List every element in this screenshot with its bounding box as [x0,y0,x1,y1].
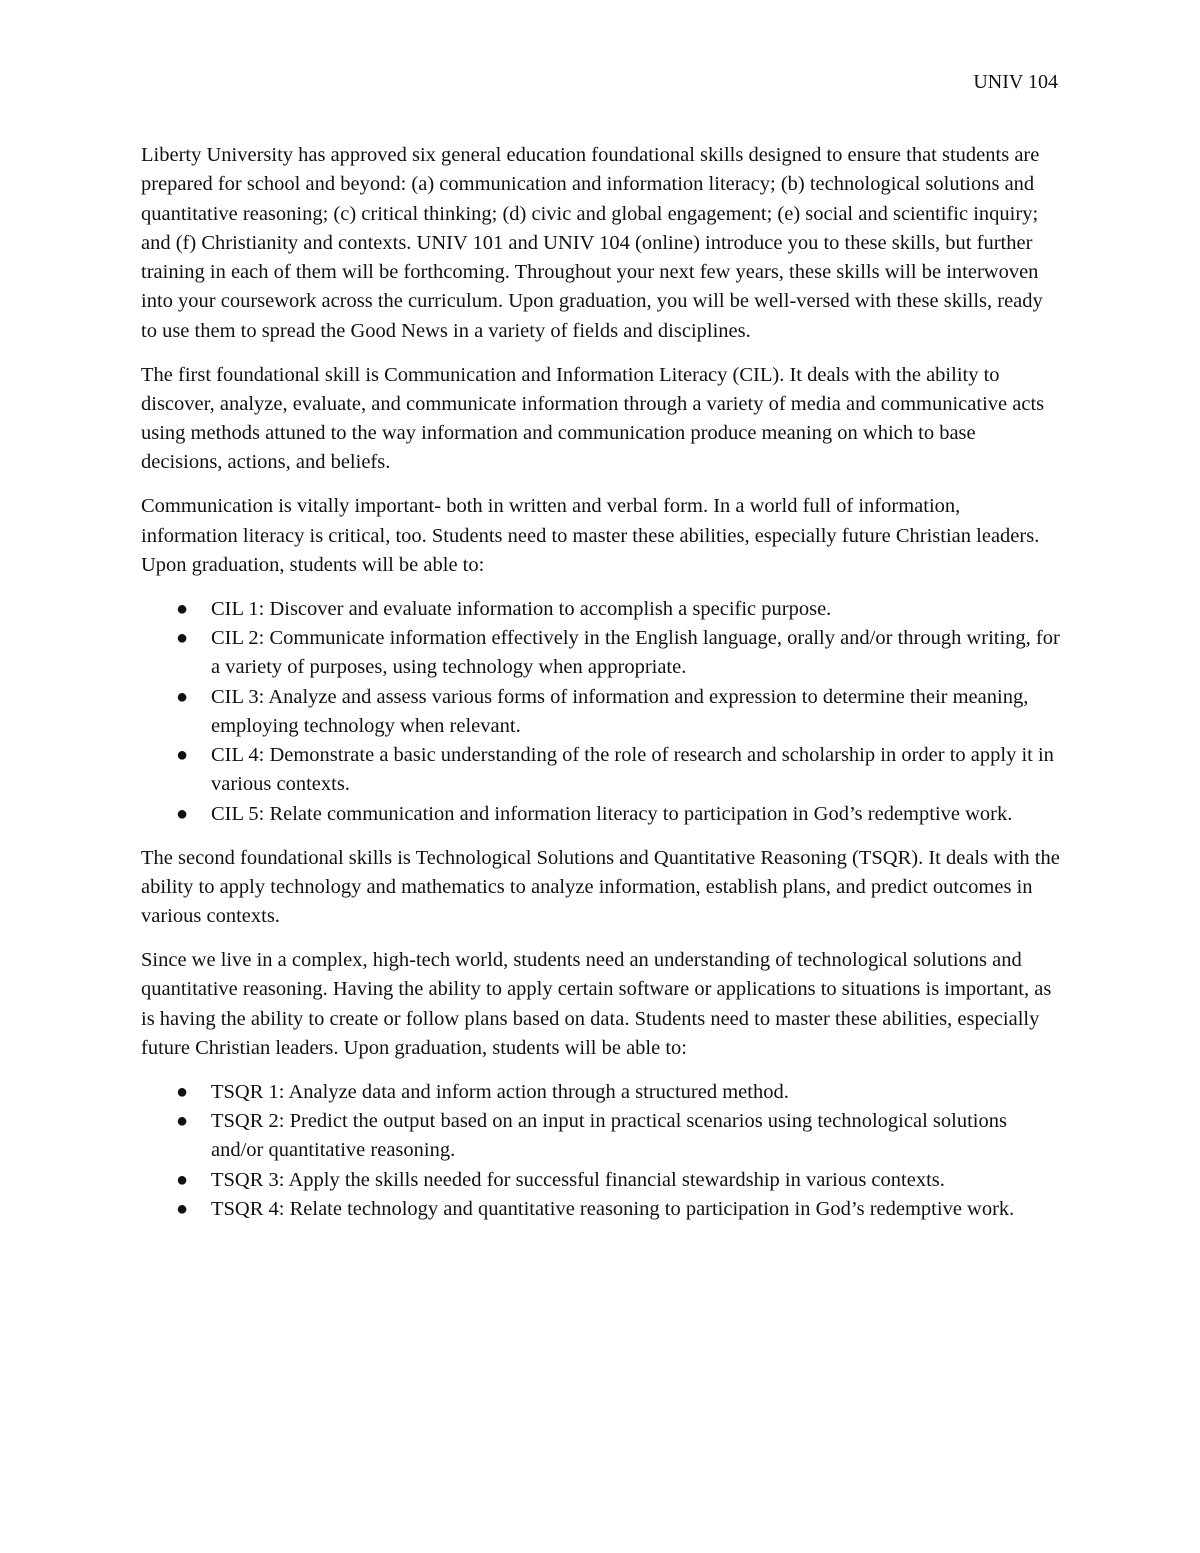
list-item-text: CIL 2: Communicate information effectively in the English language, orally and/or through writing, for a variety of purposes, using technology when appropriate. [211,626,1060,679]
list-item [141,624,1061,683]
list-item [141,595,1061,624]
list-item [141,1166,1061,1195]
page-header-course: UNIV 104 [973,71,1058,93]
list-item [141,741,1061,800]
list-item-text: TSQR 2: Predict the output based on an input in practical scenarios using technological solutions and/or quantitative reasoning. [211,1109,1007,1162]
list-item-text: TSQR 4: Relate technology and quantitative reasoning to participation in God’s redemptive work. [211,1197,1015,1220]
bullet-icon: ● [176,1168,189,1191]
cil-outcomes-list [141,595,1061,829]
document-body [141,141,1061,1239]
list-item-text: CIL 1: Discover and evaluate information to accomplish a specific purpose. [211,597,832,620]
bullet-icon: ● [176,744,189,767]
bullet-icon: ● [176,685,189,708]
list-item [141,1078,1061,1107]
bullet-icon: ● [176,1109,189,1132]
paragraph-tsqr-importance: Since we live in a complex, high-tech world, students need an understanding of technological solutions and quantitative reasoning. Having the ability to apply certain software or applications to situations is important, as is having the ability to create or follow plans based on data. Students need to master these abilities, especially future Christian leaders. Upon graduation, students will be able to: [141,948,1052,1059]
list-item-text: CIL 4: Demonstrate a basic understanding of the role of research and scholarship in order to apply it in various contexts. [211,744,1054,796]
list-item-text: CIL 5: Relate communication and information literacy to participation in God’s redemptive work. [211,802,1013,825]
bullet-icon: ● [176,802,189,825]
list-item-text: TSQR 3: Apply the skills needed for successful financial stewardship in various contexts. [211,1168,945,1191]
list-item-text: CIL 3: Analyze and assess various forms of information and expression to determine their meaning, employing technology when relevant. [211,685,1029,737]
list-item [141,683,1061,742]
bullet-icon: ● [176,1197,189,1220]
tsqr-outcomes-list [141,1078,1061,1224]
list-item [141,800,1061,829]
list-item [141,1195,1061,1224]
paragraph-intro: Liberty University has approved six general education foundational skills designed to ensure that students are prepared for school and beyond: (a) communication and information literacy; (b) technological solutions and quantitative reasoning; (c) critical thinking; (d) civic and global engagement; (e) social and scientific inquiry; and (f) Christianity and contexts. UNIV 101 and UNIV 104 (online) introduce you to these skills, but further training in each of them will be forthcoming. Throughout your next few years, these skills will be interwoven into your coursework across the curriculum. Upon graduation, you will be well-versed with these skills, ready to use them to spread the Good News in a variety of fields and disciplines. [141,144,1043,342]
paragraph-cil-intro: The first foundational skill is Communication and Information Literacy (CIL). It deals with the ability to discover, analyze, evaluate, and communicate information through a variety of media and communicative acts using methods attuned to the way information and communication produce meaning on which to base decisions, actions, and beliefs. [141,363,1045,474]
list-item-text: TSQR 1: Analyze data and inform action through a structured method. [211,1080,789,1103]
paragraph-tsqr-intro: The second foundational skills is Technological Solutions and Quantitative Reasoning (TSQR). It deals with the ability to apply technology and mathematics to analyze information, establish plans, and predict outcomes in various contexts. [141,846,1060,928]
list-item [141,1107,1061,1166]
bullet-icon: ● [176,1080,189,1103]
bullet-icon: ● [176,626,189,649]
paragraph-cil-importance: Communication is vitally important- both in written and verbal form. In a world full of information, information literacy is critical, too. Students need to master these abilities, especially future Christian leaders. Upon graduation, students will be able to: [141,495,1040,576]
bullet-icon: ● [176,597,189,620]
